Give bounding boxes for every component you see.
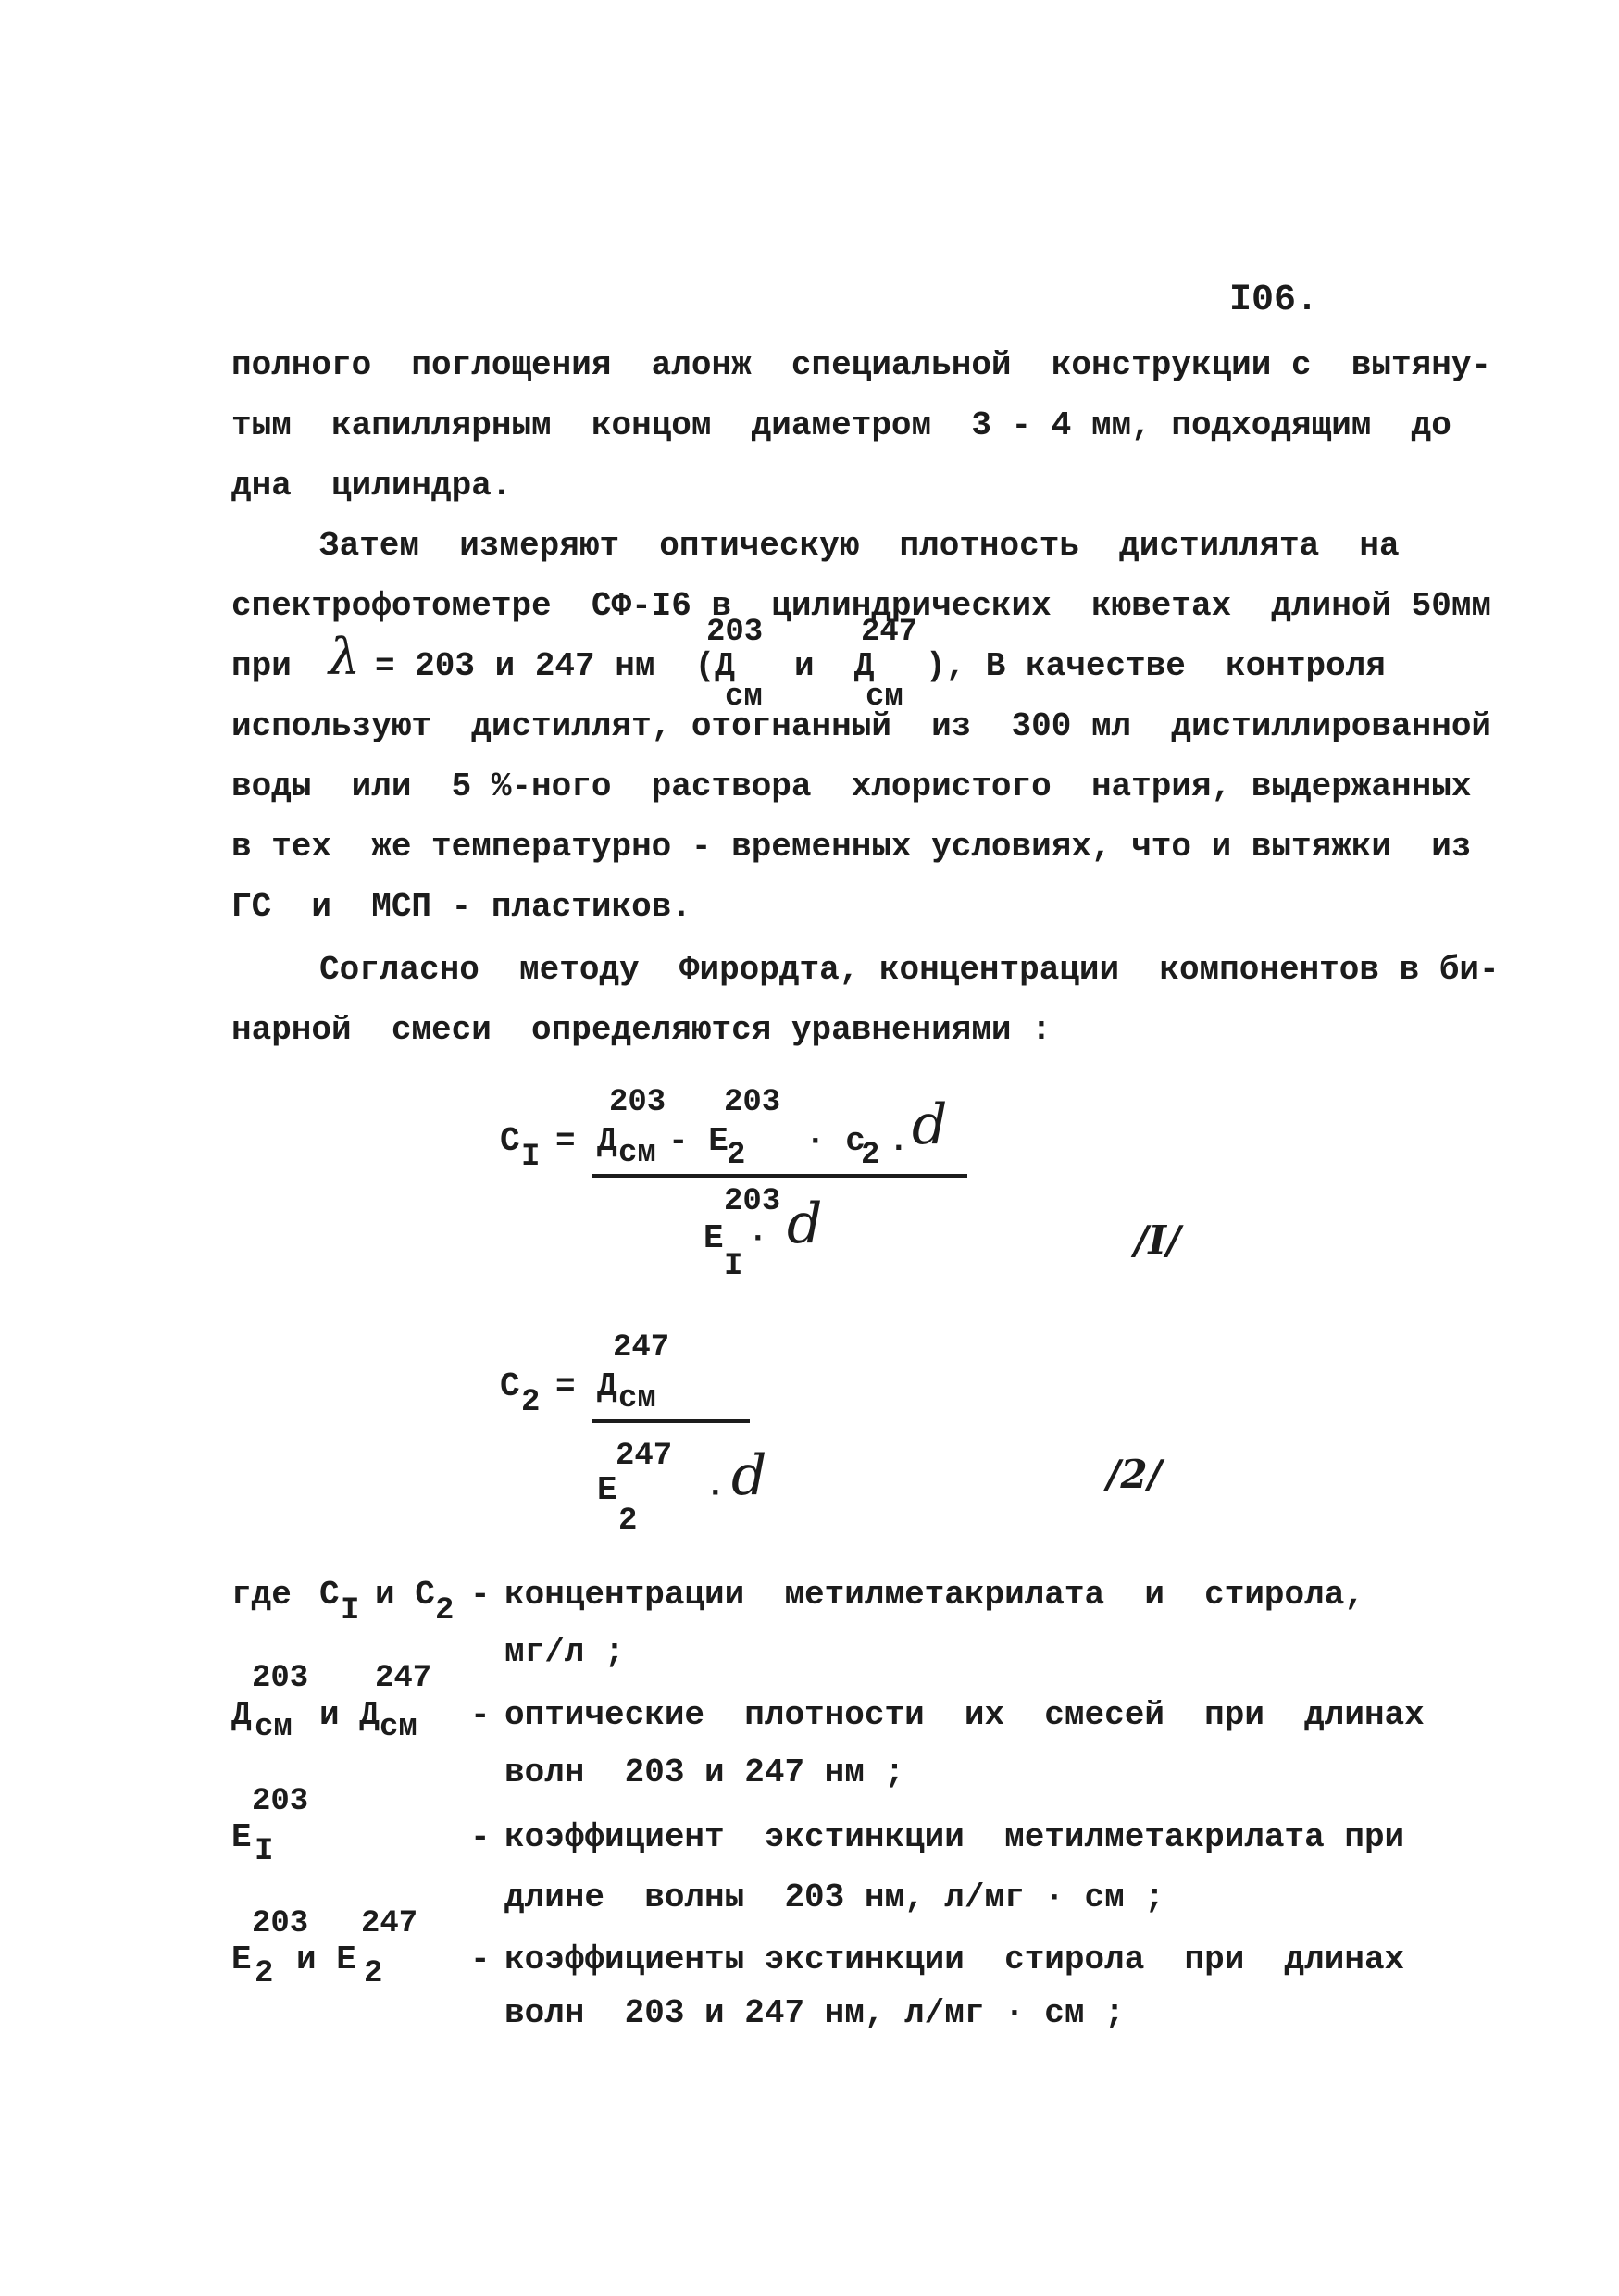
eq1-lhs: C bbox=[500, 1122, 520, 1160]
eq2-fraction-bar bbox=[592, 1419, 750, 1423]
eq2-lhs: C bbox=[500, 1367, 520, 1405]
eq2-num-D-sup: 247 bbox=[613, 1330, 670, 1366]
paragraph-1-line-1: полного поглощения алонж специальной конструкции с вытяну- bbox=[231, 346, 1492, 384]
def4-sup-1: 203 bbox=[252, 1906, 309, 1941]
def4-and-E: и E bbox=[296, 1940, 356, 1978]
eq2-number: /2/ bbox=[1106, 1452, 1162, 1497]
def1-sub-1: I bbox=[341, 1593, 360, 1628]
sub-sm-1: см bbox=[725, 680, 763, 715]
def4-E: E bbox=[231, 1940, 252, 1978]
def3-text-1: коэффициент экстинкции метилметакрилата при bbox=[504, 1818, 1405, 1856]
paragraph-2-line-2: спектрофотометре СФ-I6 в цилиндрических кюветах длиной 50мм bbox=[231, 587, 1492, 625]
eq2-den-E-sub: 2 bbox=[618, 1504, 638, 1539]
paragraph-2-line-1: Затем измеряют оптическую плотность дистиллята на bbox=[319, 527, 1400, 565]
eq2-den-E: E bbox=[597, 1471, 617, 1509]
def4-text-1: коэффициенты экстинкции стирола при длинах bbox=[504, 1940, 1405, 1978]
sup-247: 247 bbox=[861, 615, 918, 650]
paragraph-1-line-2: тым капиллярным концом диаметром 3 - 4 мм, подходящим до bbox=[231, 406, 1451, 444]
eq1-num-D: Д bbox=[597, 1122, 617, 1160]
def2-text-1: оптические плотности их смесей при длинах bbox=[504, 1696, 1425, 1734]
eq1-number: /I/ bbox=[1134, 1217, 1181, 1263]
eq2-equals: = bbox=[555, 1367, 576, 1405]
where-label: где bbox=[231, 1576, 292, 1614]
eq1-num-dot: . bbox=[889, 1122, 909, 1160]
eq1-num-D-sup: 203 bbox=[609, 1085, 666, 1120]
eq1-num-d: d bbox=[912, 1092, 948, 1157]
paragraph-2-line-6: в тех же температурно - временных условиях, что и вытяжки из bbox=[231, 828, 1472, 866]
def2-sub-1: см bbox=[255, 1710, 293, 1745]
sub-sm-2: см bbox=[866, 680, 903, 715]
def3-E: E bbox=[231, 1818, 252, 1856]
def2-text-2: волн 203 и 247 нм ; bbox=[504, 1753, 905, 1791]
eq1-den-d: d bbox=[787, 1192, 823, 1256]
eq1-num-c-sub: 2 bbox=[861, 1138, 880, 1173]
eq1-num-E-sup: 203 bbox=[724, 1085, 781, 1120]
eq2-den-E-sup: 247 bbox=[616, 1439, 673, 1474]
paragraph-2-line-5: воды или 5 %-ного раствора хлористого натрия, выдержанных bbox=[231, 767, 1472, 805]
paragraph-2-line-3-end: ), В качестве контроля bbox=[926, 647, 1386, 685]
def1-dash: - bbox=[470, 1576, 491, 1614]
eq2-lhs-sub: 2 bbox=[521, 1385, 541, 1420]
sup-203: 203 bbox=[706, 615, 764, 650]
eq1-num-D-sub: см bbox=[618, 1136, 656, 1171]
def4-dash: - bbox=[470, 1940, 491, 1978]
page-number: I06. bbox=[1229, 280, 1319, 321]
def2-and-D: и Д bbox=[319, 1696, 380, 1734]
def4-sup-2: 247 bbox=[361, 1906, 418, 1941]
def4-sub-2: 2 bbox=[364, 1956, 383, 1991]
eq1-den-E: E bbox=[704, 1219, 724, 1257]
def2-sup-2: 247 bbox=[375, 1661, 432, 1696]
paragraph-2-line-4: используют дистиллят, отогнанный из 300 мл дистиллированной bbox=[231, 707, 1492, 745]
eq1-den-dot: · bbox=[748, 1219, 768, 1257]
def2-sub-2: см bbox=[380, 1710, 417, 1745]
def1-C: C bbox=[319, 1576, 340, 1614]
paragraph-2-line-3-and: и Д bbox=[794, 647, 875, 685]
def3-sub: I bbox=[255, 1834, 274, 1869]
def2-D: Д bbox=[231, 1696, 252, 1734]
eq1-num-E-sub: 2 bbox=[727, 1138, 746, 1173]
def3-sup: 203 bbox=[252, 1784, 309, 1819]
paragraph-3-line-2: нарной смеси определяются уравнениями : bbox=[231, 1011, 1052, 1049]
def1-text-2: мг/л ; bbox=[504, 1633, 625, 1671]
def1-sub-2: 2 bbox=[435, 1593, 455, 1628]
eq2-den-dot: · bbox=[705, 1474, 726, 1512]
eq2-num-D: Д bbox=[597, 1367, 617, 1405]
lambda-symbol: λ bbox=[329, 628, 361, 686]
def2-dash: - bbox=[470, 1696, 491, 1734]
def3-dash: - bbox=[470, 1818, 491, 1856]
def1-text-1: концентрации метилметакрилата и стирола, bbox=[504, 1576, 1364, 1614]
def4-text-2: волн 203 и 247 нм, л/мг · см ; bbox=[504, 1994, 1125, 2032]
def1-and-C: и C bbox=[375, 1576, 435, 1614]
eq2-den-d: d bbox=[731, 1443, 767, 1508]
def2-sup-1: 203 bbox=[252, 1661, 309, 1696]
eq1-lhs-sub: I bbox=[521, 1140, 541, 1175]
paragraph-2-line-7: ГС и МСП - пластиков. bbox=[231, 888, 691, 926]
eq1-num-minus-E: - E bbox=[668, 1122, 729, 1160]
paragraph-2-line-3-mid: = 203 и 247 нм (Д bbox=[375, 647, 735, 685]
eq1-den-E-sub: I bbox=[724, 1249, 743, 1284]
def3-text-2: длине волны 203 нм, л/мг · см ; bbox=[504, 1878, 1164, 1916]
eq1-num-times-c: · c bbox=[805, 1122, 866, 1160]
def4-sub-1: 2 bbox=[255, 1956, 274, 1991]
eq2-num-D-sub: см bbox=[618, 1381, 656, 1416]
eq1-fraction-bar bbox=[592, 1174, 967, 1178]
eq1-den-E-sup: 203 bbox=[724, 1184, 781, 1219]
paragraph-1-line-3: дна цилиндра. bbox=[231, 467, 512, 505]
paragraph-2-line-3-start: при bbox=[231, 647, 292, 685]
eq1-equals: = bbox=[555, 1122, 576, 1160]
paragraph-3-line-1: Согласно методу Фирордта, концентрации компонентов в би- bbox=[319, 951, 1500, 989]
